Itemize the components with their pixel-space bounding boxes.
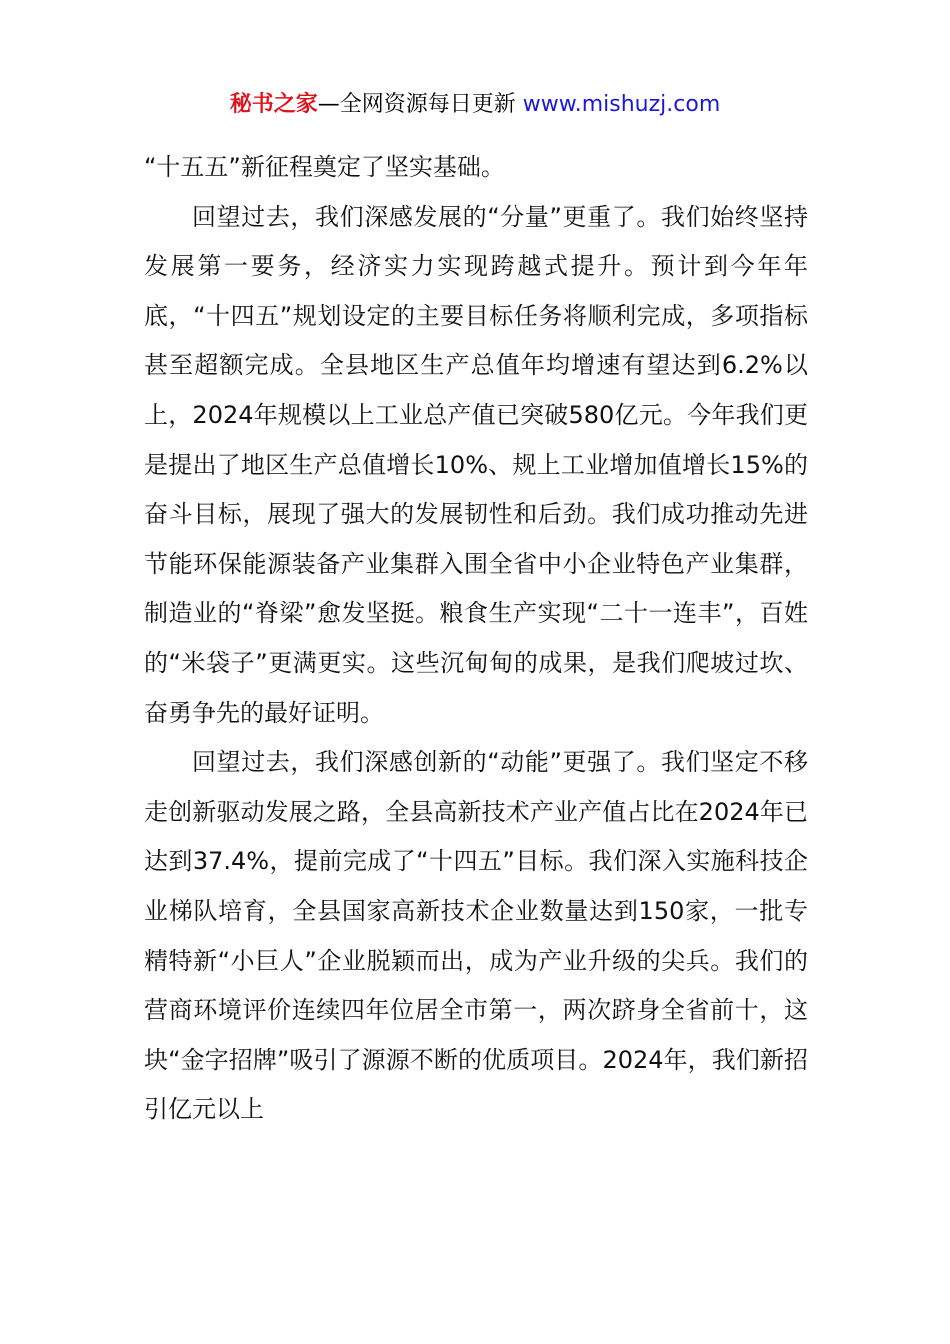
header-tagline: —全网资源每日更新	[317, 92, 523, 117]
paragraph-development: 回望过去，我们深感发展的“分量”更重了。我们始终坚持发展第一要务，经济实力实现跨越式提升。预计到今年年底，“十四五”规划设定的主要目标任务将顺利完成，多项指标甚至超额完成。全县地区生产总值年均增速有望达到6.2%以上，2024年规模以上工业总产值已突破580亿元。今年我们更是提出了地区生产总值增长10%、规上工业增加值增长15%的奋斗目标，展现了强大的发展韧性和后劲。我们成功推动先进节能环保能源装备产业集群入围全省中小企业特色产业集群，制造业的“脊梁”愈发坚挺。粮食生产实现“二十一连丰”，百姓的“米袋子”更满更实。这些沉甸甸的成果，是我们爬坡过坎、奋勇争先的最好证明。	[144, 202, 808, 727]
brand-name: 秘书之家	[229, 92, 318, 117]
site-url-link[interactable]: www.mishuzj.com	[522, 92, 721, 117]
paragraph-innovation: 回望过去，我们深感创新的“动能”更强了。我们坚定不移走创新驱动发展之路，全县高新技术产业产值占比在2024年已达到37.4%，提前完成了“十四五”目标。我们深入实施科技企业梯队培育，全县国家高新技术企业数量达到150家，一批专精特新“小巨人”企业脱颖而出，成为产业升级的尖兵。我们的营商环境评价连续四年位居全市第一，两次跻身全省前十，这块“金字招牌”吸引了源源不断的优质项目。2024年，我们新招引亿元以上	[144, 748, 808, 1124]
site-header	[0, 88, 950, 122]
document-body	[144, 143, 808, 1135]
paragraph-continuation: “十五五”新征程奠定了坚实基础。	[144, 153, 505, 181]
